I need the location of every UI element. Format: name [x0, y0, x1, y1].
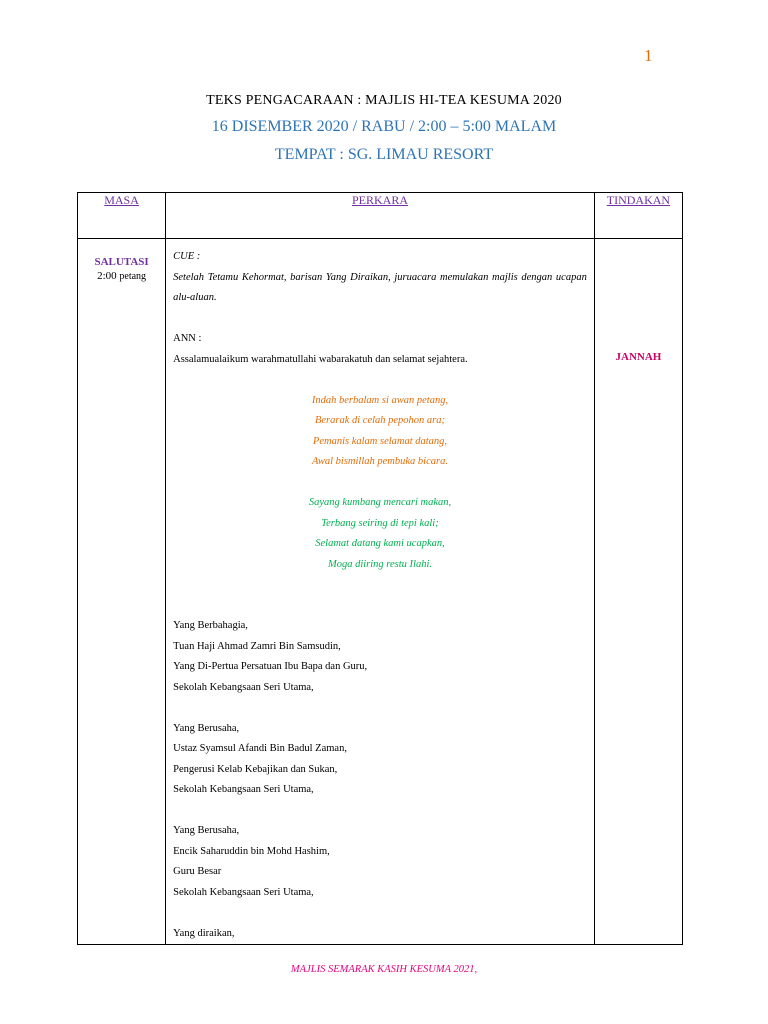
masa-cell [78, 239, 166, 945]
perkara-cell [166, 239, 595, 945]
masa-time-unit: petang [119, 271, 147, 282]
pantun-2-line: Moga diiring restu Ilahi. [327, 558, 432, 570]
header-masa: MASA [78, 193, 166, 239]
guest-1-line: Sekolah Kebangsaan Seri Utama, [173, 681, 314, 693]
pantun-2-line: Selamat datang kami ucapkan, [315, 538, 445, 549]
tindakan-label: JANNAH [615, 351, 662, 363]
pantun-1-line: Indah berbalam si awan petang, [311, 394, 449, 406]
ann-label: ANN : [173, 333, 202, 344]
guest-2-line: Sekolah Kebangsaan Seri Utama, [173, 784, 314, 795]
cue-text: Setelah Tetamu Kehormat, barisan Yang Diraikan, juruacara memulakan majlis dengan ucapan alu-aluan. [173, 271, 587, 303]
footer-text: MAJLIS SEMARAK KASIH KESUMA 2021, [290, 964, 478, 975]
pantun-1-line: Awal bismillah pembuka bicara. [312, 456, 448, 467]
guest-2-line: Yang Berusaha, [173, 722, 240, 734]
pantun-2-line: Terbang seiring di tepi kali; [321, 517, 439, 529]
date-line: 16 DISEMBER 2020 / RABU / 2:00 – 5:00 MALAM [211, 118, 557, 135]
pantun-2-line: Sayang kumbang mencari makan, [308, 497, 452, 508]
cue-label: CUE : [173, 251, 201, 262]
masa-time [78, 270, 165, 282]
table-row [78, 239, 683, 945]
header-perkara: PERKARA [166, 193, 595, 239]
venue-line: TEMPAT : SG. LIMAU RESORT [274, 146, 494, 163]
greeting-text: Assalamualaikum warahmatullahi wabarakatuh dan selamat sejahtera. [173, 353, 468, 365]
guest-2-line: Ustaz Syamsul Afandi Bin Badul Zaman, [173, 743, 347, 754]
page-number: 1 [644, 46, 653, 65]
program-table [77, 192, 683, 945]
guest-3-line: Sekolah Kebangsaan Seri Utama, [173, 886, 314, 898]
masa-time-number: 2:00 [97, 270, 117, 282]
guest-1-line: Yang Berbahagia, [173, 620, 248, 631]
header-tindakan: TINDAKAN [594, 193, 682, 239]
closing-text: Yang diraikan, [173, 927, 235, 939]
guest-3-line: Yang Berusaha, [173, 825, 240, 836]
masa-label: SALUTASI [94, 256, 149, 268]
pantun-1-line: Pemanis kalam selamat datang, [312, 435, 448, 447]
table-header-row [78, 193, 683, 239]
guest-1-line: Yang Di-Pertua Persatuan Ibu Bapa dan Guru, [173, 661, 368, 672]
guest-3-line: Guru Besar [173, 866, 222, 877]
tindakan-cell [594, 239, 682, 945]
pantun-1-line: Berarak di celah pepohon ara; [314, 415, 446, 426]
document-title: TEKS PENGACARAAN : MAJLIS HI-TEA KESUMA 2020 [206, 93, 562, 108]
guest-2-line: Pengerusi Kelab Kebajikan dan Sukan, [173, 763, 338, 775]
guest-1-line: Tuan Haji Ahmad Zamri Bin Samsudin, [173, 640, 341, 652]
guest-3-line: Encik Saharuddin bin Mohd Hashim, [173, 845, 330, 857]
